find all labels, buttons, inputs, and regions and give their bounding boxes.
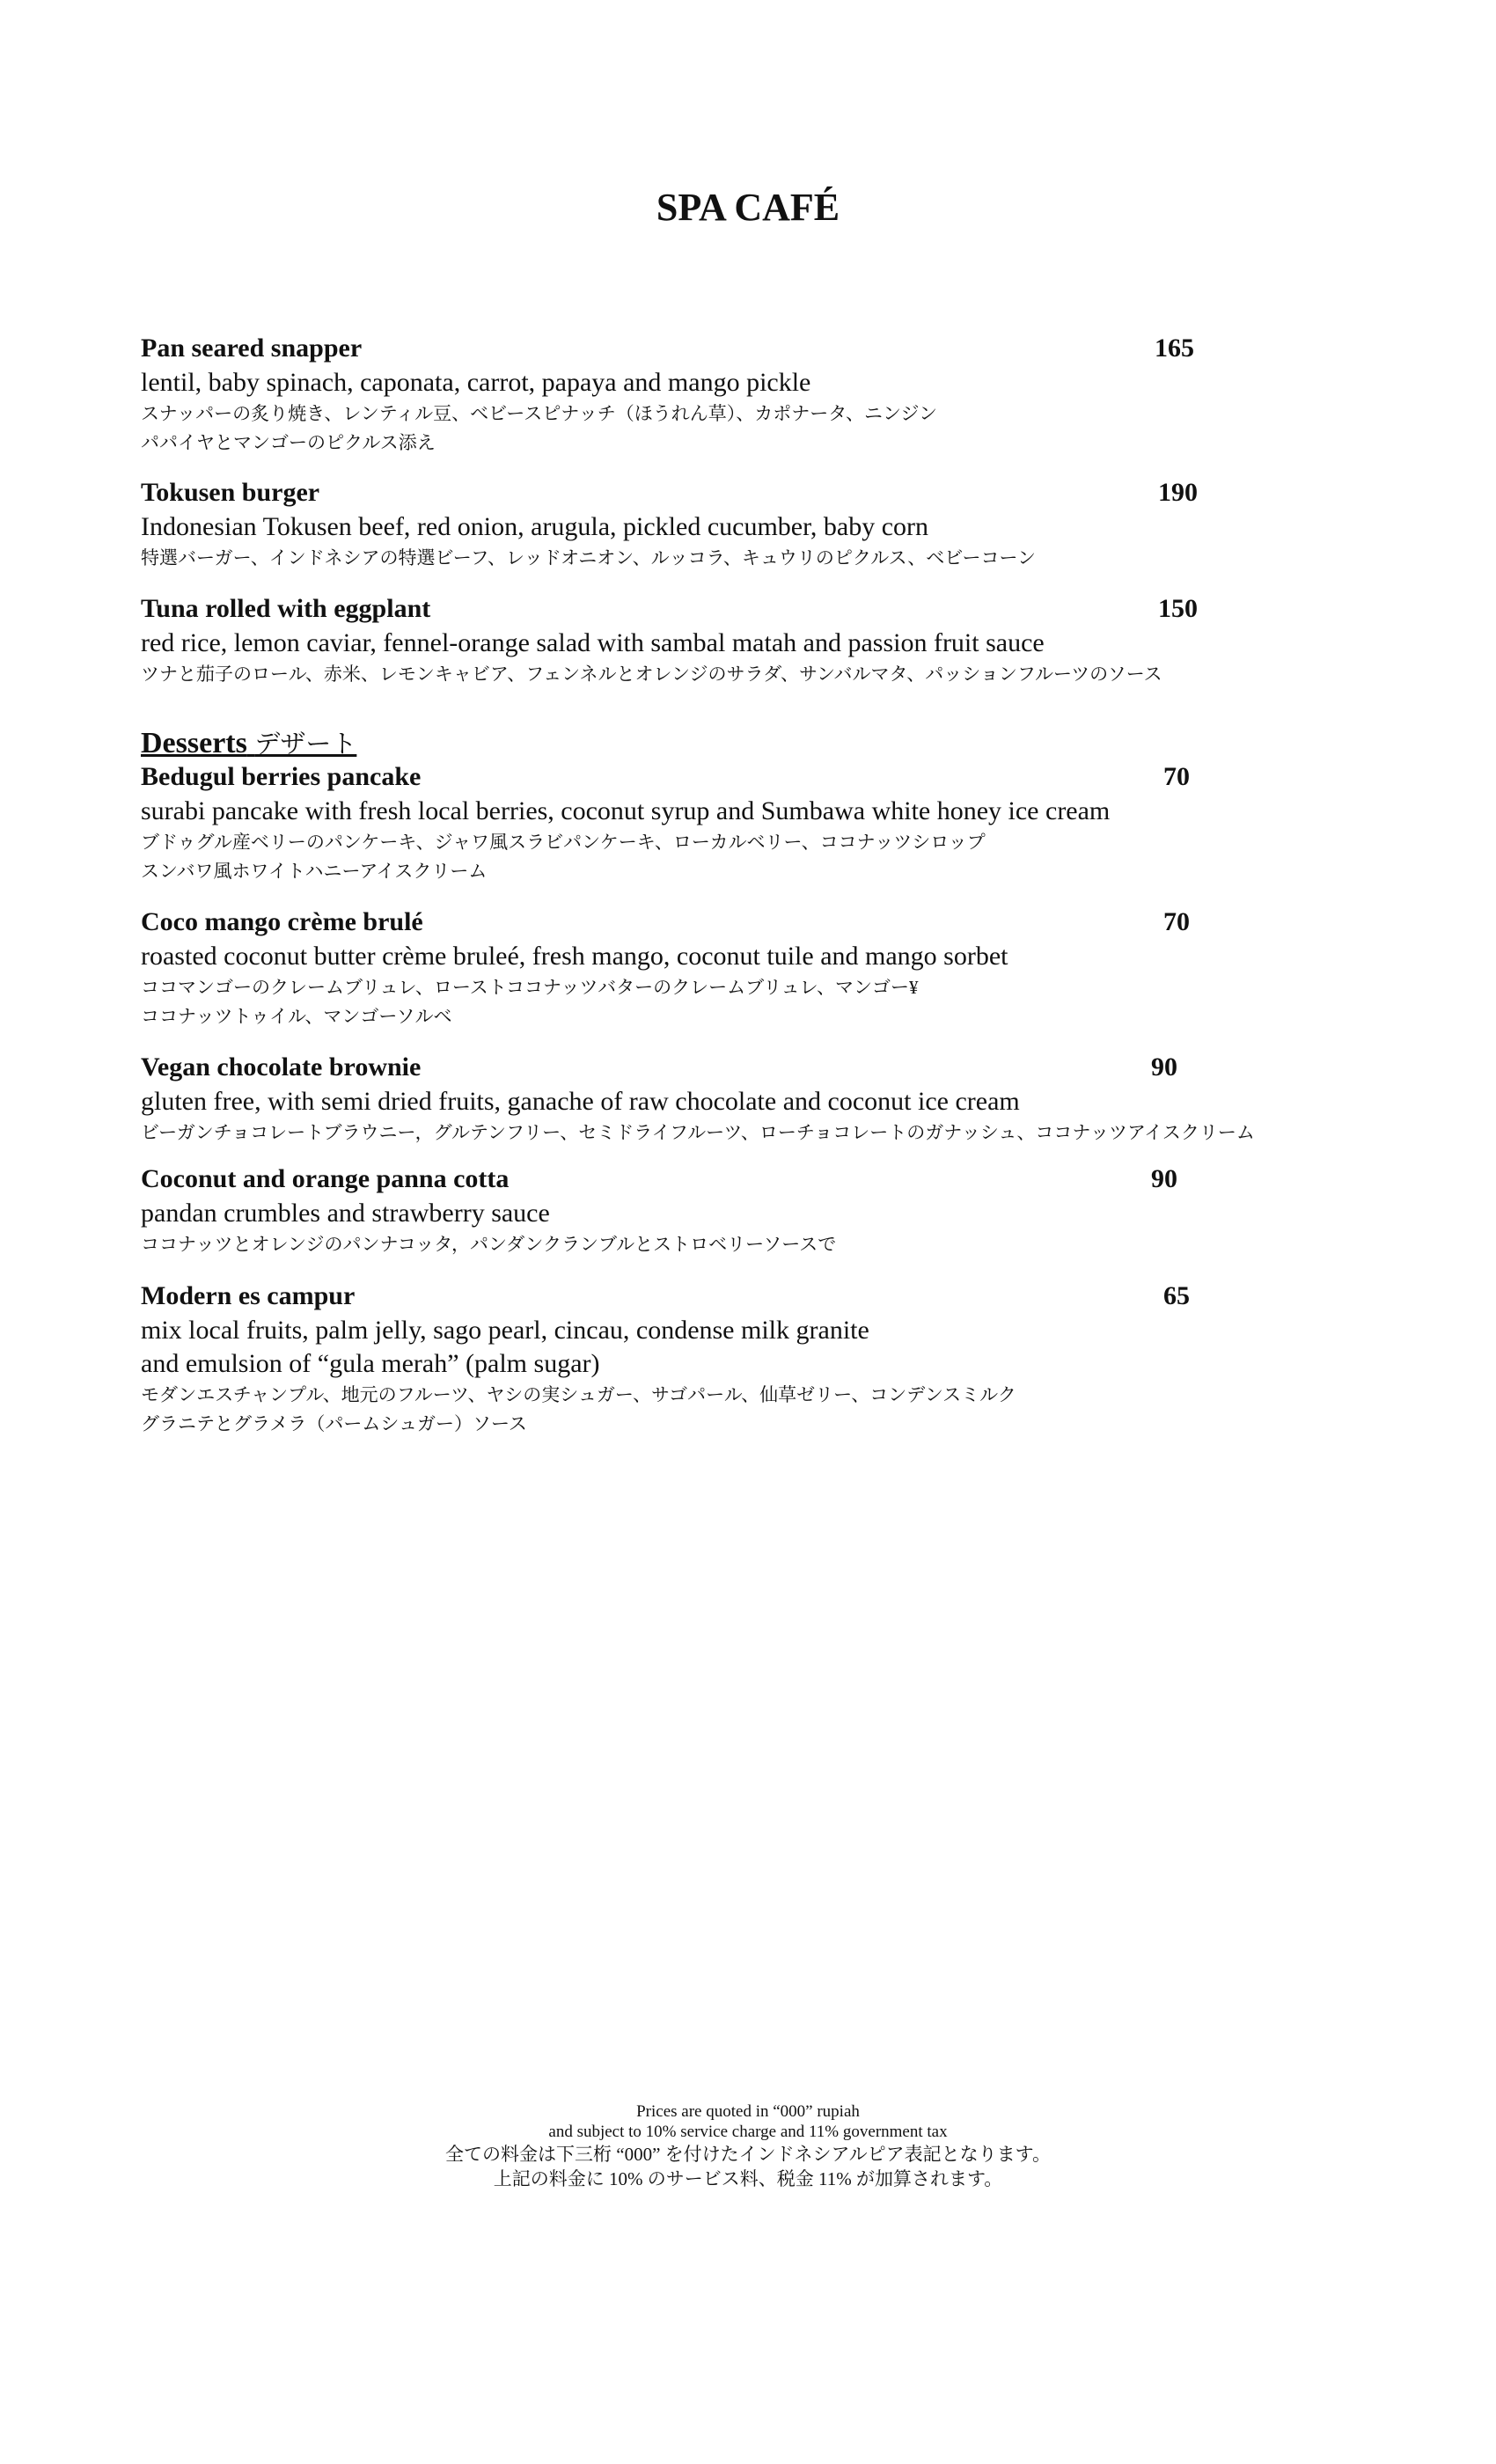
- price-footnote: [0, 2101, 1496, 2191]
- page-title: SPA CAFÉ: [656, 186, 840, 229]
- menu-item-japanese-description: スナッパーの炙り焼き、レンティル豆、ベビースピナッチ（ほうれん草）、カポナータ、ニンジン: [141, 403, 937, 424]
- menu-item-name: Vegan chocolate brownie: [141, 1052, 422, 1082]
- footnote-line: Prices are quoted in “000” rupiah: [636, 2102, 860, 2121]
- menu-item-description: surabi pancake with fresh local berries, coconut syrup and Sumbawa white honey ice cream: [141, 796, 1111, 825]
- menu-item-japanese-description: パパイヤとマンゴーのピクルス添え: [141, 432, 436, 453]
- menu-item-description: pandan crumbles and strawberry sauce: [141, 1199, 550, 1228]
- menu-item-japanese-description: スンバワ風ホワイトハニーアイスクリーム: [141, 861, 488, 882]
- menu-item-japanese-description: グラニテとグラメラ（パームシュガー）ソース: [141, 1413, 527, 1434]
- menu-item-price: 70: [1163, 907, 1190, 936]
- desserts-heading-text: Desserts: [141, 727, 247, 759]
- menu-item-japanese-description: ツナと茄子のロール、赤米、レモンキャビア、フェンネルとオレンジのサラダ、サンバルマタ、パッションフルーツのソース: [141, 664, 1162, 685]
- menu-item: [141, 475, 1355, 573]
- menu-item-japanese-description: ビーガンチョコレートブラウニー，グルテンフリー、セミドライフルーツ、ローチョコレートのガナッシュ、ココナッツアイスクリーム: [141, 1122, 1255, 1143]
- menu-item: [141, 905, 1355, 1031]
- menu-item-japanese-description: ココナッツとオレンジのパンナコッタ，パンダンクランブルとストロベリーソースで: [141, 1234, 837, 1255]
- menu-item-price: 70: [1163, 762, 1190, 791]
- desserts-heading: [141, 724, 356, 764]
- menu-item: [141, 759, 1355, 886]
- footnote-line-japanese: 上記の料金に 10% のサービス料、税金 11% が加算されます。: [493, 2168, 1003, 2189]
- menu-item-name: Tokusen burger: [141, 478, 320, 507]
- menu-item-price: 65: [1163, 1281, 1190, 1310]
- menu-item-japanese-description: ブドゥグル産ベリーのパンケーキ、ジャワ風スラビパンケーキ、ローカルベリー、ココナッツシロップ: [141, 832, 986, 853]
- menu-item-description: red rice, lemon caviar, fennel-orange salad with sambal matah and passion fruit sauce: [141, 628, 1045, 657]
- menu-item-description: roasted coconut butter crème bruleé, fresh mango, coconut tuile and mango sorbet: [141, 942, 1008, 971]
- menu-item-name: Bedugul berries pancake: [141, 762, 422, 791]
- footnote-line: and subject to 10% service charge and 11% government tax: [548, 2123, 948, 2141]
- menu-item-price: 150: [1158, 594, 1198, 623]
- menu-item: [141, 1279, 1355, 1439]
- menu-item-price: 190: [1158, 478, 1198, 507]
- menu-item-name: Modern es campur: [141, 1281, 356, 1310]
- menu-item-description: mix local fruits, palm jelly, sago pearl, cincau, condense milk granite: [141, 1316, 869, 1345]
- menu-item-name: Coco mango crème brulé: [141, 907, 423, 936]
- menu-item: [141, 331, 1355, 458]
- menu-item-name: Tuna rolled with eggplant: [141, 594, 431, 623]
- footnote-line-japanese: 全ての料金は下三桁 “000” を付けたインドネシアルピア表記となります。: [445, 2144, 1051, 2165]
- menu-item-description: lentil, baby spinach, caponata, carrot, papaya and mango pickle: [141, 368, 811, 397]
- desserts-heading-japanese: デザート: [254, 730, 357, 759]
- menu-item-description: gluten free, with semi dried fruits, ganache of raw chocolate and coconut ice cream: [141, 1087, 1020, 1116]
- menu-item: [141, 591, 1355, 689]
- menu-item-japanese-description: 特選バーガー、インドネシアの特選ビーフ、レッドオニオン、ルッコラ、キュウリのピクルス、ベビーコーン: [141, 547, 1037, 568]
- menu-item-japanese-description: モダンエスチャンプル、地元のフルーツ、ヤシの実シュガー、サゴパール、仙草ゼリー、コンデンスミルク: [141, 1384, 1016, 1405]
- menu-item-name: Pan seared snapper: [141, 334, 363, 363]
- menu-item-price: 90: [1151, 1052, 1177, 1082]
- menu-item-description: Indonesian Tokusen beef, red onion, arugula, pickled cucumber, baby corn: [141, 512, 929, 541]
- menu-item-price: 165: [1155, 334, 1194, 363]
- menu-item-description: and emulsion of “gula merah” (palm sugar): [141, 1349, 600, 1378]
- menu-item-price: 90: [1151, 1164, 1177, 1193]
- menu-item-japanese-description: ココマンゴーのクレームブリュレ、ローストココナッツバターのクレームブリュレ、マンゴー¥: [141, 977, 919, 998]
- menu-item: [141, 1050, 1355, 1148]
- menu-item-name: Coconut and orange panna cotta: [141, 1164, 510, 1193]
- menu-item: [141, 1162, 1355, 1259]
- menu-item-japanese-description: ココナッツトゥイル、マンゴーソルベ: [141, 1006, 452, 1027]
